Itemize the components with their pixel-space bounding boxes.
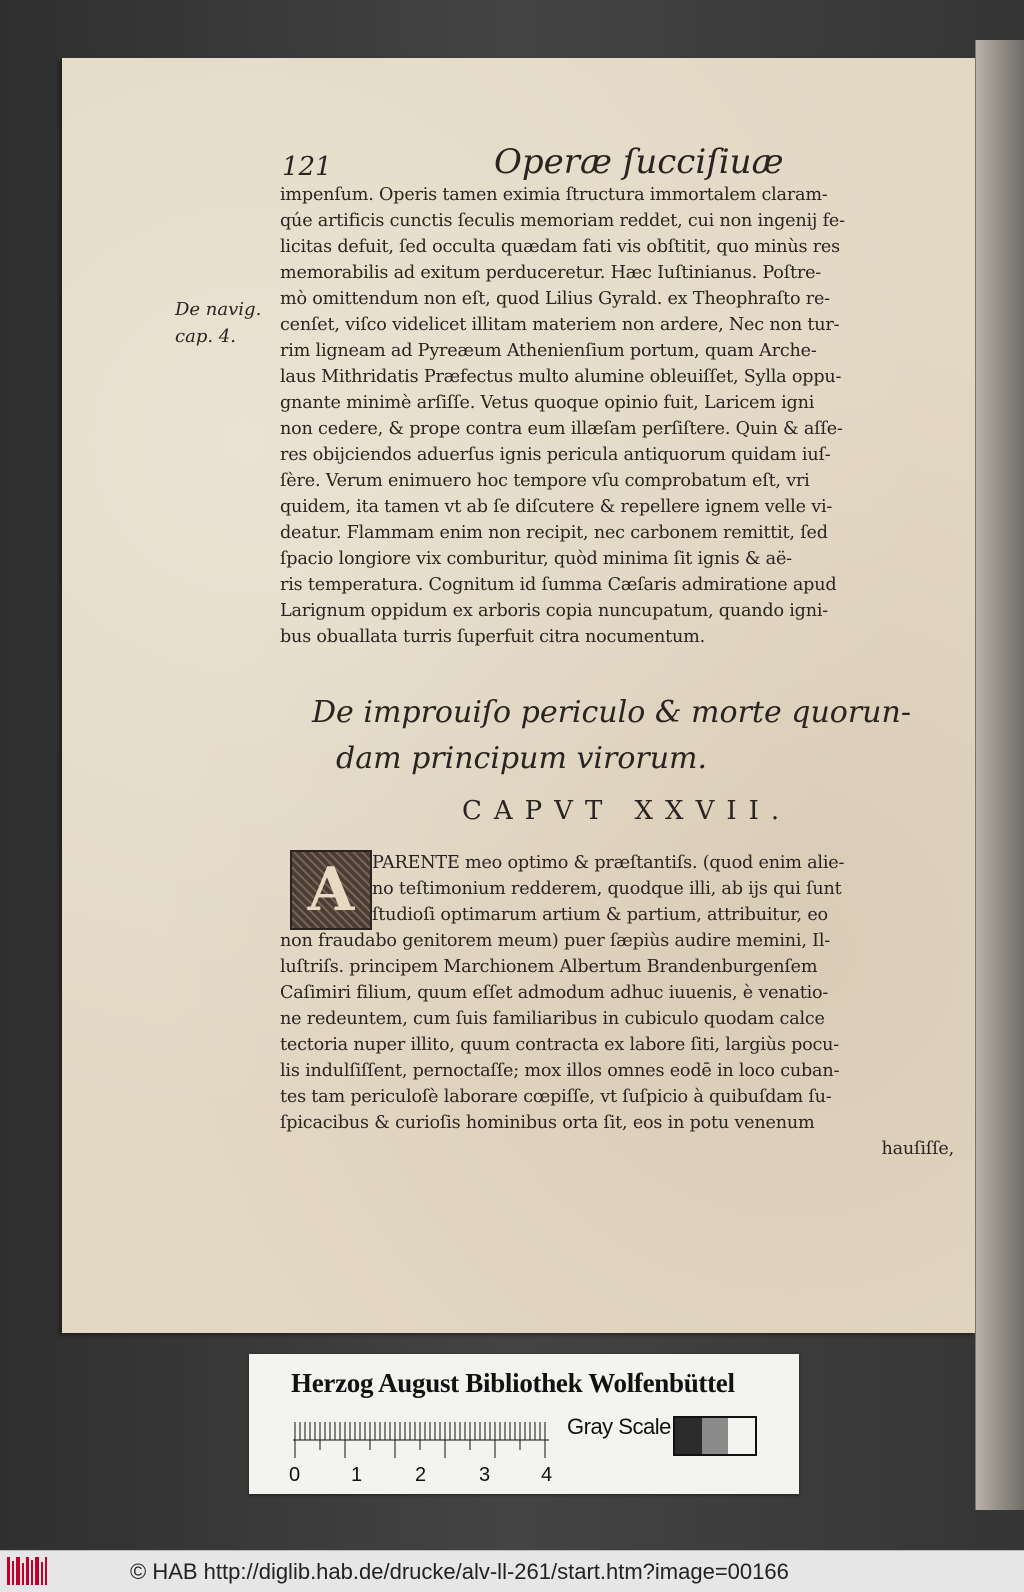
text-line: laus Mithridatis Præfectus multo alumine obleuiſſet, Sylla oppu-: [280, 367, 842, 387]
gray-scale-swatches: [673, 1416, 757, 1456]
text-line: tes tam periculoſè laborare cœpiſſe, vt ſuſpicio à quibuſdam ſu-: [280, 1087, 832, 1107]
text-line: res obijciendos aduerſus ignis pericula antiquorum quidam iuſ-: [280, 445, 831, 465]
running-head: [62, 138, 975, 188]
text-line: tectoria nuper illito, quum contracta ex labore ſiti, largiùs pocu-: [280, 1035, 840, 1055]
text-line: no teſtimonium redderem, quodque illi, ab ijs qui ſunt: [372, 879, 842, 899]
gray-swatch-mid: [702, 1418, 729, 1454]
text-line: ſpacio longiore vix comburitur, quòd minima ſit ignis & aë-: [280, 549, 792, 569]
chapter-label: CAPVT XXVII.: [462, 796, 792, 826]
text-line: ſtudioſi optimarum artium & partium, attribuitur, eo: [372, 905, 828, 925]
text-line: bus obuallata turris ſuperfuit citra nocumentum.: [280, 627, 705, 647]
barcode-logo-icon: [6, 1555, 48, 1587]
gray-swatch-light: [728, 1418, 755, 1454]
gray-scale-label: Gray Scale: [567, 1414, 671, 1439]
library-name: Herzog August Bibliothek Wolfenbüttel: [291, 1368, 735, 1398]
text-line: Caſimiri filium, quum eſſet admodum adhuc iuuenis, è venatio-: [280, 983, 829, 1003]
copyright-url: © HAB http://diglib.hab.de/drucke/alv-ll-261/start.htm?image=00166: [130, 1559, 789, 1584]
text-line: ris temperatura. Cognitum id ſumma Cæſaris admiratione apud: [280, 575, 837, 595]
ruler-label: 1: [351, 1464, 363, 1486]
catchword: hauſiſſe,: [881, 1139, 954, 1159]
running-title: Operæ ſucciſiuæ: [494, 142, 784, 182]
text-line: lis indulſiſſent, pernoctaſſe; mox illos omnes eodē in loco cuban-: [280, 1061, 840, 1081]
text-line: ſpicacibus & curioſis hominibus orta ſit, eos in potu venenum: [280, 1113, 815, 1133]
text-line: ne redeuntem, cum ſuis familiaribus in cubiculo quodam calce: [280, 1009, 825, 1029]
ruler-label: 0: [289, 1464, 301, 1486]
text-line: gnante minimè arſiſſe. Vetus quoque opinio fuit, Laricem igni: [280, 393, 815, 413]
gray-swatch-dark: [675, 1418, 702, 1454]
body-text-top: [280, 182, 974, 650]
page-number: 121: [282, 152, 332, 182]
text-line: rim ligneam ad Pyreæum Athenienſium portum, quam Arche-: [280, 341, 817, 361]
text-line: non cedere, & prope contra eum illæſam perſiſtere. Quin & aſſe-: [280, 419, 843, 439]
book-page: [62, 58, 975, 1333]
chapter-heading-line: dam principum virorum.: [336, 741, 708, 776]
text-line: mò omittendum non eſt, quod Lilius Gyrald. ex Theophraſto re-: [280, 289, 830, 309]
text-line: non fraudabo genitorem meum) puer ſæpiùs audire memini, Il-: [280, 931, 831, 951]
text-line: luſtriſs. principem Marchionem Albertum Brandenburgenſem: [280, 957, 818, 977]
marginal-note-line: De navig.: [175, 299, 262, 320]
text-line: impenſum. Operis tamen eximia ſtructura immortalem claram-: [280, 185, 828, 205]
text-line: PARENTE meo optimo & præſtantiſs. (quod enim alie-: [372, 853, 845, 873]
library-color-card: [249, 1354, 799, 1494]
marginal-note: [175, 296, 275, 350]
text-line: deatur. Flammam enim non recipit, nec carbonem remittit, ſed: [280, 523, 828, 543]
footer-bar: [0, 1550, 1024, 1592]
marginal-note-line: cap. 4.: [175, 326, 236, 347]
adjacent-page-edge: [975, 40, 1024, 1510]
text-line: quidem, ita tamen vt ab ſe diſcutere & repellere ignem velle vi-: [280, 497, 833, 517]
ruler-label: 4: [541, 1464, 553, 1486]
ruler-label: 2: [415, 1464, 427, 1486]
text-line: Larignum oppidum ex arboris copia nuncupatum, quando igni-: [280, 601, 829, 621]
initial-letter: A: [307, 855, 355, 925]
text-line: ſère. Verum enimuero hoc tempore vſu comprobatum eſt, vri: [280, 471, 810, 491]
text-line: cenſet, viſco videlicet illitam materiem non ardere, Nec non tur-: [280, 315, 840, 335]
ruler-scale: [293, 1420, 553, 1460]
text-line: licitas defuit, ſed occulta quædam fati vis obſtitit, quo minùs res: [280, 237, 840, 257]
body-text-bottom: [280, 850, 974, 1162]
text-line: qúe artificis cunctis ſeculis memoriam reddet, cui non ingenij fe-: [280, 211, 845, 231]
chapter-heading: [312, 690, 952, 782]
ruler-label: 3: [479, 1464, 491, 1486]
chapter-heading-line: De improuiſo periculo & morte quorun-: [312, 695, 911, 730]
text-line: memorabilis ad exitum perduceretur. Hæc Iuſtinianus. Poſtre-: [280, 263, 822, 283]
